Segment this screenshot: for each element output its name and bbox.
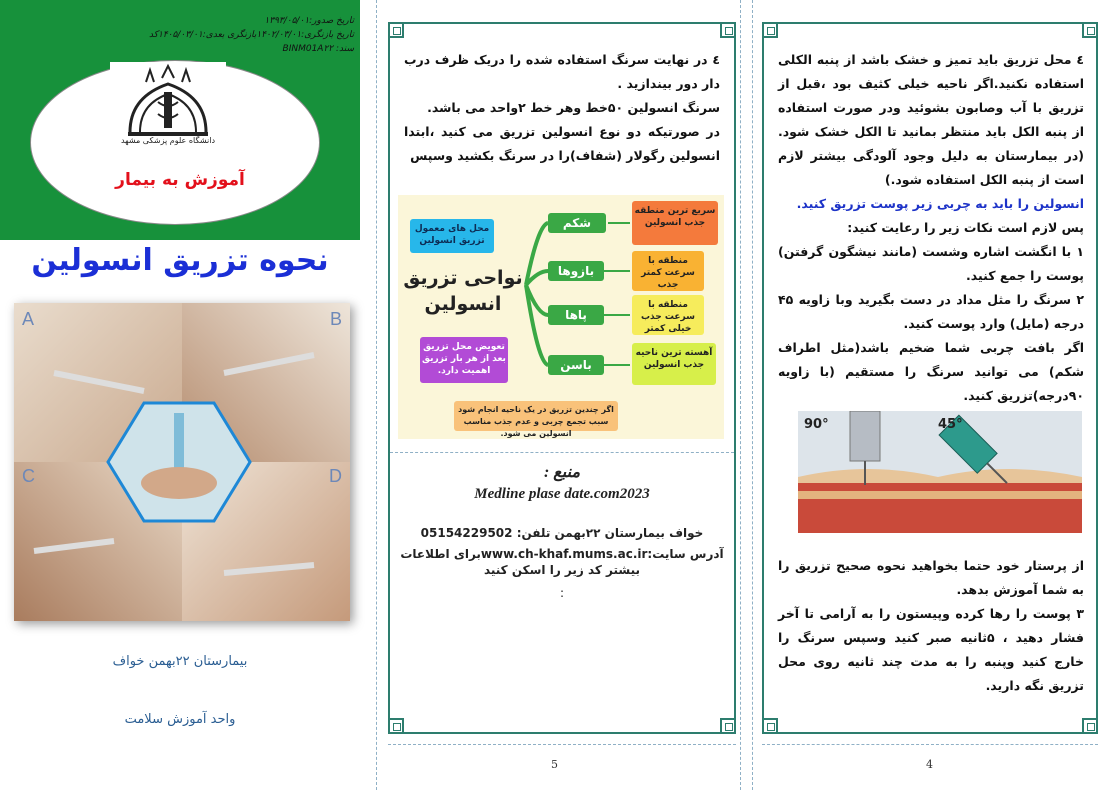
university-logo [110, 62, 226, 154]
middle-text [404, 48, 720, 168]
mm-note-buttocks: آهسته ترین ناحیه جذب انسولین [632, 343, 716, 385]
mm-note-arms: منطقه با سرعت کمتر جذب [632, 251, 704, 291]
mm-rotate-note: تعویض محل تزریق بعد از هر بار تزریق اهمیت دارد. [420, 337, 508, 383]
injection-photo-collage [14, 303, 350, 621]
frame-corner [720, 22, 736, 38]
paragraph: سرنگ انسولین ۵۰خط وهر خط ۲واحد می باشد. [427, 100, 720, 115]
source-label: منبع : [543, 464, 581, 481]
right-text-bottom [778, 554, 1084, 698]
paragraph: در صورتیکه دو نوع انسولین تزریق می کنید ،ابتدا انسولین رگولار (شفاف)را در سرنگ بکشید وسپس [404, 124, 720, 163]
frame-corner [762, 22, 778, 38]
patient-education-badge: آموزش به بیمار [115, 170, 245, 190]
frame-corner [388, 718, 404, 734]
angle-label-90: 90° [804, 417, 829, 432]
document-code: سند: BINM01A۲۲ [282, 44, 354, 54]
syringe-sketches [14, 303, 350, 621]
angle-label-45: 45° [938, 417, 963, 432]
website-line: آدرس سایت:www.ch-khaf.mums.ac.irبرای اطلاعات بیشتر کد زیر را اسکن کنید [400, 547, 724, 577]
frame-corner [720, 718, 736, 734]
mm-center: نواحی تزریق انسولین [403, 267, 523, 315]
mm-note-legs: منطقه با سرعت جذب خیلی کمتر [632, 295, 704, 335]
injection-sites-mindmap [398, 195, 724, 439]
frame-corner [762, 718, 778, 734]
step: اگر بافت چربی شما ضخیم باشد(مثل اطراف شکم) می توانید سرنگ را مستقیم (با زاویه ۹۰درجه)تزریق کنید. [778, 340, 1084, 403]
photo-label-d: D [329, 466, 342, 486]
paragraph: ٤ محل تزریق باید تمیز و خشک باشد از پنبه الکلی استفاده نکنید.اگر ناحیه خیلی کثیف بود ،قبل از تزریق با آب وصابون بشوئید ودر صورت استفاده از پنبه الکل باید منتظر بمانید تا الکل خشک شود.(در بیمارستان به دلیل وجود آلودگی بیشتر لازم است از پنبه الکل استفاده شود.) [778, 52, 1084, 187]
logo-caption: دانشگاه علوم پزشکی مشهد [120, 136, 216, 145]
page-bottom-dash [762, 744, 1098, 745]
paragraph: از پرستار خود حتما بخواهید نحوه صحیح تزریق را به شما آموزش بدهد. [778, 558, 1084, 597]
photo-label-b: B [329, 309, 342, 329]
injection-angle-illustration [798, 411, 1082, 533]
contact-line: خواف بیمارستان ۲۲بهمن تلفن: 05154229502 [420, 526, 704, 540]
photo-label-a: A [22, 309, 35, 329]
revision-date: تاریخ بازنگری:۱۴۰۲/۰۳/۰۱بازنگری بعدی:۱۴۰۵/۰۳/۰۱کد [149, 30, 354, 40]
step: ١ با انگشت اشاره وشست (مانند نیشگون گرفتن) پوست را جمع کنید. [778, 244, 1084, 283]
page-title: نحوه تزریق انسولین [31, 243, 329, 278]
step: ٢ سرنگ را مثل مداد در دست بگیرید وبا زاویه ۴۵ درجه (مایل) وارد پوست کنید. [778, 292, 1084, 331]
hospital-name: بیمارستان ۲۲بهمن خواف [112, 654, 248, 669]
mm-note-abdomen: سریع ترین منطقه جذب انسولین [632, 201, 718, 245]
mm-warning: اگر چندین تزریق در یک ناحیه انجام شود سبب تجمع چربی و عدم جذب مناسب انسولین می شود. [454, 401, 618, 431]
document-meta [149, 14, 354, 56]
source-value: Medline plase date.com2023 [474, 486, 650, 502]
section-divider [390, 452, 734, 453]
mm-site-abdomen: شکم [548, 213, 606, 233]
qr-colon: : [559, 586, 565, 600]
page-bottom-dash [388, 744, 736, 745]
paragraph: ٣ پوست را رها کرده وپیستون را به آرامی تا آخر فشار دهید ، ۵ثانیه صبر کنید وسپس سرنگ را خارج کنید وپنبه را به مدت چند ثانیه روی محل تزریق نگه دارید. [778, 606, 1084, 693]
issue-date: تاریخ صدور:۱۳۹۳/۰۵/۰۱ [264, 16, 354, 26]
right-text-top [778, 48, 1084, 408]
fold-line-3 [752, 0, 753, 790]
paragraph: ٤ در نهایت سرنگ استفاده شده را دریک ظرف درب دار دور بیندازید . [404, 52, 720, 91]
page-number: 5 [551, 758, 558, 771]
mm-site-legs: پاها [548, 305, 604, 325]
photo-label-c: C [22, 466, 35, 486]
mm-common-sites: محل های معمول تزریق انسولین [410, 219, 494, 253]
frame-corner [388, 22, 404, 38]
fold-line-2 [740, 0, 741, 790]
education-unit: واحد آموزش سلامت [124, 712, 236, 727]
mm-site-arms: بازوها [548, 261, 604, 281]
frame-corner [1082, 22, 1098, 38]
frame-corner [1082, 718, 1098, 734]
mm-site-buttocks: باسن [548, 355, 604, 375]
cover-panel [0, 0, 360, 790]
step: پس لازم است نکات زیر را رعایت کنید: [847, 220, 1084, 235]
page-number: 4 [926, 758, 933, 771]
fold-line-1 [376, 0, 377, 790]
highlight-sentence: انسولین را باید به چربی زیر پوست تزریق کنید. [796, 196, 1084, 211]
